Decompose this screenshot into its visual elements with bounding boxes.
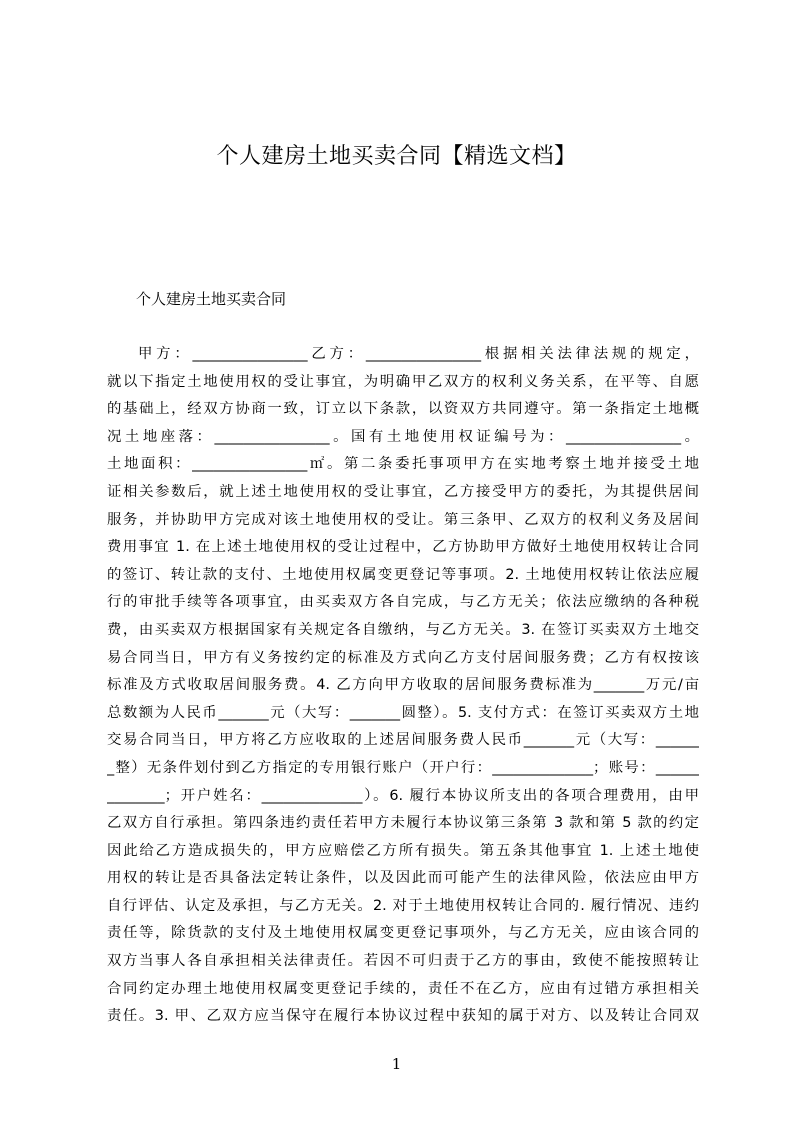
body-line: 双方当事人各自承担相关法律责任。若因不可归责于乙方的事由，致使不能按照转让 — [107, 953, 699, 970]
body-line: 交易合同当日，甲方将乙方应收取的上述居间服务费人民币_______元（大写：______ — [107, 732, 699, 749]
body-line: 况土地座落：________________。国有土地使用权证编号为：________________。 — [107, 428, 699, 445]
body-line: 证相关参数后，就上述土地使用权的受让事宜，乙方接受甲方的委托，为其提供居间 — [107, 483, 699, 500]
body-line: 服务，并协助甲方完成对该土地使用权的受让。第三条甲、乙双方的权利义务及居间 — [107, 511, 699, 528]
contract-body — [107, 341, 699, 1031]
page-number: 1 — [391, 1055, 402, 1073]
body-line: 合同约定办理土地使用权属变更登记手续的，责任不在乙方，应由有过错方承担相关 — [107, 980, 699, 997]
body-line: ________；开户姓名：______________）。6. 履行本协议所支出的各项合理费用，由甲 — [107, 787, 699, 804]
body-line: 因此给乙方造成损失的，甲方应赔偿乙方所有损失。第五条其他事宜 1. 上述土地使 — [107, 842, 699, 859]
body-line: 总数额为人民币_______元（大写：_______圆整）。5. 支付方式：在签订买卖双方土地 — [107, 704, 699, 721]
body-line: 行的审批手续等各项事宜，由买卖双方各自完成，与乙方无关；依法应缴纳的各种税 — [107, 594, 699, 611]
body-line: 甲方：________________乙方：________________根据相关法律法规的规定， — [138, 346, 699, 362]
body-line: 土地面积：________________㎡。第二条委托事项甲方在实地考察土地并接受土地 — [107, 456, 699, 473]
body-line: 责任。3. 甲、乙双方应当保守在履行本协议过程中获知的属于对方、以及转让合同双 — [107, 1008, 699, 1025]
body-line: 自行评估、认定及承担，与乙方无关。2. 对于土地使用权转让合同的. 履行情况、违约 — [107, 897, 699, 914]
body-line: 的签订、转让款的支付、土地使用权属变更登记等事项。2. 土地使用权转让依法应履 — [107, 566, 699, 583]
body-line: 用权的转让是否具备法定转让条件，以及因此而可能产生的法律风险，依法应由甲方 — [107, 870, 699, 887]
body-line: 乙双方自行承担。第四条违约责任若甲方未履行本协议第三条第 3 款和第 5 款的约定 — [107, 815, 699, 832]
body-line: _整）无条件划付到乙方指定的专用银行账户（开户行：______________；账号：______ — [107, 759, 699, 776]
body-line: 费用事宜 1. 在上述土地使用权的受让过程中，乙方协助甲方做好土地使用权转让合同 — [107, 539, 699, 556]
body-line: 的基础上，经双方协商一致，订立以下条款，以资双方共同遵守。第一条指定土地概 — [107, 401, 699, 418]
body-line: 费，由买卖双方根据国家有关规定各自缴纳，与乙方无关。3. 在签订买卖双方土地交 — [107, 621, 699, 638]
body-line: 标准及方式收取居间服务费。4. 乙方向甲方收取的居间服务费标准为_______万元/亩 — [107, 677, 699, 694]
contract-subtitle: 个人建房土地买卖合同 — [136, 290, 287, 308]
body-line: 就以下指定土地使用权的受让事宜，为明确甲乙双方的权利义务关系，在平等、自愿 — [107, 373, 699, 390]
document-title: 个人建房土地买卖合同【精选文档】 — [216, 144, 577, 169]
body-line: 易合同当日，甲方有义务按约定的标准及方式向乙方支付居间服务费；乙方有权按该 — [107, 649, 699, 666]
body-line: 责任等，除货款的支付及土地使用权属变更登记事项外，与乙方无关，应由该合同的 — [107, 925, 699, 942]
